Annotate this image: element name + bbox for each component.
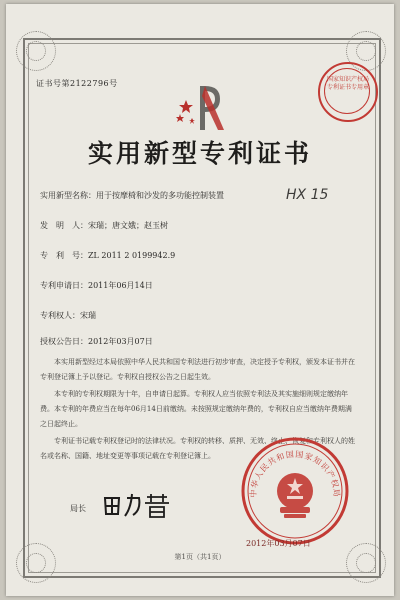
- patent-office-logo: [172, 78, 232, 138]
- corner-ornament: [16, 543, 56, 583]
- field-application-date: 专利申请日：2011年06月14日: [40, 281, 153, 290]
- handwritten-note: HX 15: [286, 187, 329, 203]
- field-inventors: 发 明 人：宋瑞；唐文娥；赵玉树: [40, 221, 168, 230]
- corner-ornament: [16, 31, 56, 71]
- body-paragraph: 专利证书记载专利权登记时的法律状况。专利权的转移、质押、无效、终止、恢复和专利权人的姓名或名称、国籍、地址变更等事项记载在专利登记簿上。: [40, 437, 355, 460]
- issue-date: 2012年03月07日: [246, 539, 311, 548]
- certificate-title: 实用新型专利证书: [87, 139, 312, 168]
- body-paragraph: 本专利的专利权期限为十年，自申请日起算。专利权人应当依照专利法及其实施细则规定缴纳年费。本专利的年费应当在每年06月14日前缴纳。未按照规定缴纳年费的，专利权自应当缴纳年费期满之日起终止。: [40, 390, 352, 428]
- director-label: 局长: [70, 504, 86, 513]
- top-right-red-seal: 国家知识产权局专利证书专用章: [318, 62, 378, 122]
- certificate-sheet: [6, 4, 394, 596]
- svg-text:中华人民共和国国家知识产权局: 中华人民共和国国家知识产权局: [248, 449, 342, 499]
- certificate-number: 证书号第2122796号: [36, 79, 118, 88]
- field-grant-announcement-date: 授权公告日：2012年03月07日: [40, 337, 153, 346]
- field-patentee: 专利权人：宋瑞: [40, 311, 96, 320]
- field-patent-number: 专 利 号：ZL 2011 2 0199942.9: [40, 251, 176, 260]
- page-number: 第1页（共1页）: [174, 553, 226, 561]
- director-signature: [101, 490, 173, 520]
- field-utility-model-name: 实用新型名称：用于按摩椅和沙发的多功能控制装置: [40, 191, 224, 200]
- corner-ornament: [346, 543, 386, 583]
- official-red-seal: [240, 436, 350, 546]
- body-paragraph: 本实用新型经过本局依照中华人民共和国专利法进行初步审查，决定授予专利权，颁发本证书并在专利登记簿上予以登记。专利权自授权公告之日起生效。: [40, 358, 355, 381]
